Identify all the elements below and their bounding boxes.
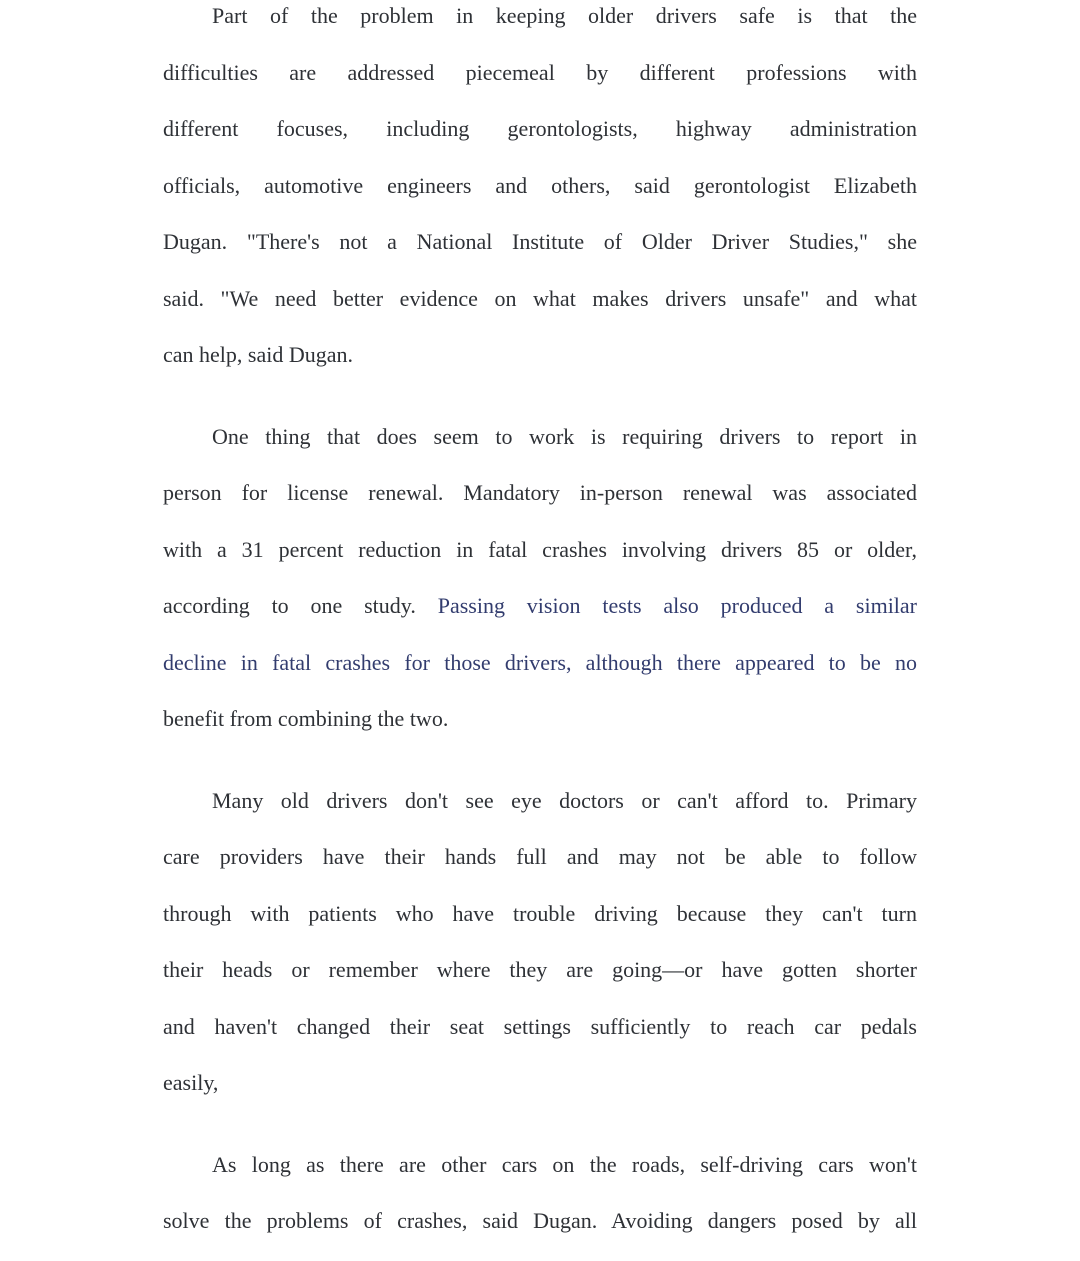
paragraph [163,773,917,1112]
body-text: different focuses, including gerontologists, highway administration [163,116,917,141]
text-line [163,773,917,830]
paragraph [163,0,917,384]
text-line [163,101,917,158]
body-text: easily, [163,1070,219,1095]
body-text: said. "We need better evidence on what makes drivers unsafe" and what [163,285,917,311]
text-line [163,635,917,692]
text-line [163,45,917,102]
text-line [163,522,917,579]
body-text: person for license renewal. Mandatory in-person renewal was associated [163,480,917,505]
text-line [163,158,917,215]
text-line [163,999,917,1056]
text-line [163,465,917,522]
text-line [163,0,917,45]
text-line [163,1055,917,1112]
text-line [163,271,917,328]
text-line [163,578,917,635]
highlighted-text: decline in fatal crashes for those drivers, although there appeared to be no [163,649,917,675]
text-line [163,691,917,748]
body-text: with a 31 percent reduction in fatal crashes involving drivers 85 or older, [163,536,917,562]
text-line [163,1193,917,1250]
highlighted-text: Passing vision tests also produced a similar [437,593,917,618]
text-line [163,942,917,999]
body-text: Part of the problem in keeping older drivers safe is that the [212,3,917,28]
body-text: solve the problems of crashes, said Dugan. Avoiding dangers posed by all [163,1208,917,1233]
document-body [163,0,917,1250]
body-text: care providers have their hands full and may not be able to follow [163,844,917,869]
body-text: One thing that does seem to work is requiring drivers to report in [212,423,917,449]
body-text: can help, said Dugan. [163,342,353,367]
text-line [163,409,917,466]
body-text: according to one study. [163,593,438,618]
body-text: difficulties are addressed piecemeal by different professions with [163,59,917,85]
text-line [163,829,917,886]
text-line [163,327,917,384]
paragraph [163,409,917,748]
body-text: and haven't changed their seat settings sufficiently to reach car pedals [163,1013,917,1039]
paragraph [163,1137,917,1250]
text-line [163,1137,917,1194]
text-line [163,214,917,271]
body-text: their heads or remember where they are going—or have gotten shorter [163,957,917,982]
body-text: officials, automotive engineers and others, said gerontologist Elizabeth [163,172,917,198]
text-line [163,886,917,943]
body-text: benefit from combining the two. [163,706,449,731]
body-text: As long as there are other cars on the roads, self-driving cars won't [212,1151,917,1177]
body-text: Many old drivers don't see eye doctors or can't afford to. Primary [212,787,917,813]
body-text: Dugan. "There's not a National Institute of Older Driver Studies," she [163,229,917,254]
body-text: through with patients who have trouble driving because they can't turn [163,900,917,926]
